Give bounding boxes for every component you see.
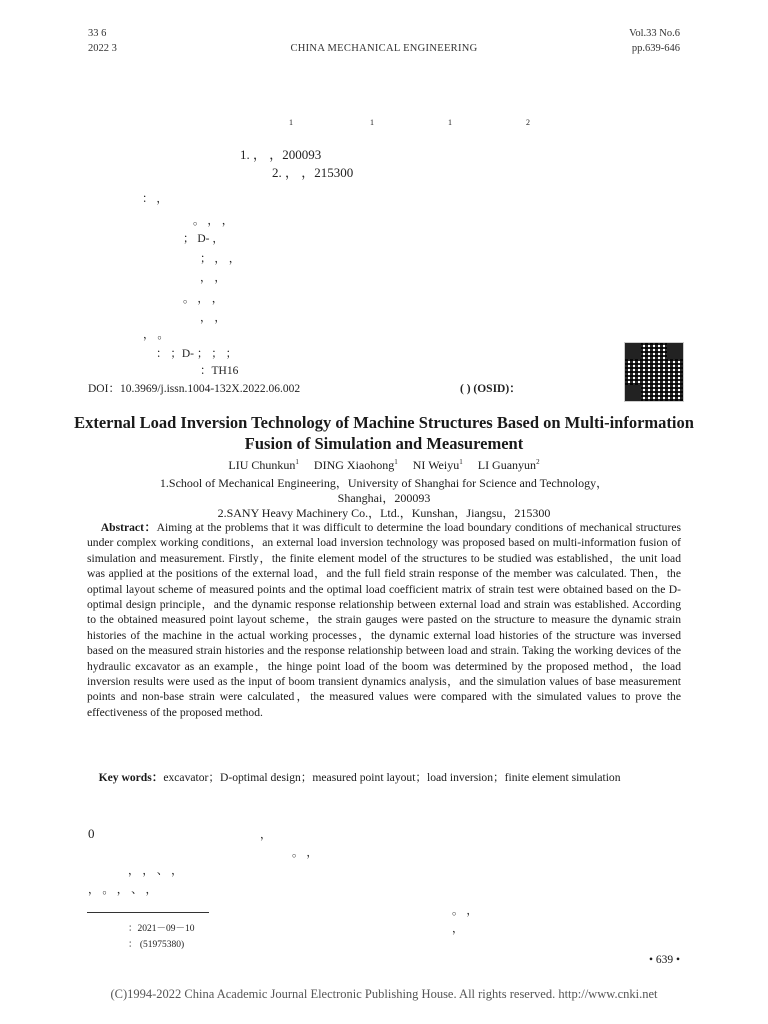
body-line: ，	[260, 829, 272, 841]
page-number: • 639 •	[648, 954, 680, 966]
keywords-label: Key words：	[98, 771, 164, 784]
cn-affiliation-1: 1. ， ，200093	[240, 147, 322, 162]
page-range: pp.639-646	[631, 43, 680, 54]
abstract-label: Abstract：	[100, 521, 157, 534]
cn-abstract-line: 。 ， ，	[183, 293, 224, 305]
author-sup: 1	[448, 118, 452, 127]
author-sup: 1	[370, 118, 374, 127]
right-column-line: 。 ，	[452, 905, 478, 917]
doi[interactable]: DOI：10.3969/j.issn.1004-132X.2022.06.002	[88, 383, 301, 395]
author-list	[60, 458, 708, 473]
author-name: LI Guanyun	[477, 458, 537, 472]
cn-abstract-line: ， ，	[200, 312, 226, 324]
author-sup: 1	[289, 118, 293, 127]
copyright-footer[interactable]: (C)1994-2022 China Academic Journal Electronic Publishing House. All rights reserved. http://www.cnki.net	[110, 987, 658, 1001]
author-name: NI Weiyu	[412, 458, 460, 472]
cn-abstract-line: ： ，	[142, 193, 168, 205]
author-name: DING Xiaohong	[313, 458, 395, 472]
cn-abstract-line: ， ，	[200, 272, 226, 284]
cn-abstract-line: ； ， ，	[200, 253, 241, 265]
author-sup: 1	[295, 458, 299, 466]
issue-line: 33 6	[88, 28, 107, 39]
journal-name: CHINA MECHANICAL ENGINEERING	[290, 43, 478, 54]
body-line: 。 ，	[292, 847, 318, 859]
cn-abstract-line: 。 ， ，	[193, 215, 234, 227]
keywords	[87, 770, 681, 785]
affiliation-1: 1.School of Mechanical Engineering，University of Shanghai for Science and Technology，	[159, 476, 609, 490]
author-sup: 1	[394, 458, 398, 466]
osid-label: ( ) (OSID)：	[460, 383, 521, 395]
author-sup: 1	[459, 458, 463, 466]
body-line: ， ， 、 ，	[128, 865, 183, 877]
year-month-line: 2022 3	[88, 43, 117, 54]
cn-abstract-line: ， 。	[143, 329, 169, 341]
fund-info: ： (51975380)	[128, 940, 185, 950]
classification-code: ：TH16	[200, 365, 239, 377]
body-line: ， 。 ， 、 ，	[88, 884, 157, 896]
affiliation-1-city: Shanghai，200093	[337, 491, 431, 505]
received-date: ：2021－09－10	[128, 924, 195, 934]
author-sup: 2	[536, 458, 540, 466]
abstract-text: Aiming at the problems that it was difficult to determine the load boundary conditions of mechanical structures under complex working conditions，an external load inversion technology was proposed based on multi-information fusion of simulation and measurement. Firstly，the finite element model of the structures to be studied was established，the unit load was applied at the positions of the external load，and the full field strain response of the member was calculated. Then，the optimal layout scheme of measured points and the optimal load coefficient matrix of strain test were obtained based on the D-optimal design principle，and the dynamic response relationship between external load and strain was established. According to the obtained measured point layout scheme，the strain gauges were pasted on the structure to measure the dynamic strain histories of the machine in the actual working processes，the dynamic external load histories of the structure was inversed based on the measured strain histories and the response relationship between load and strain. Taking the working devices of the hydraulic excavator as an example，the hinge point load of the boom was determined by the proposed method，the load inversion results were used as the input of boom transient dynamics analysis，and the simulation values of base measurement points and non-base strain were calculated，the measured values were compared with the simulated values to prove the effectiveness of the proposed method.	[87, 521, 682, 719]
affiliation-2: 2.SANY Heavy Machinery Co.，Ltd.，Kunshan，Jiangsu，215300	[217, 506, 551, 520]
qr-code-icon[interactable]	[624, 342, 684, 402]
right-column-line: ，	[452, 923, 464, 935]
cn-keywords: ： ；D- ； ； ；	[156, 348, 238, 360]
author-name: LIU Chunkun	[228, 458, 296, 472]
footnote-divider	[87, 912, 209, 913]
section-number: 0	[88, 826, 95, 841]
cn-affiliation-2: 2. ， ，215300	[272, 165, 354, 180]
author-sup: 2	[526, 118, 530, 127]
keywords-text: excavator；D-optimal design；measured point layout；load inversion；finite element simulation	[163, 771, 621, 784]
volume-number: Vol.33 No.6	[629, 28, 680, 39]
abstract	[87, 520, 681, 720]
cn-abstract-line: ； D- ，	[183, 233, 224, 245]
paper-title: External Load Inversion Technology of Machine Structures Based on Multi-information Fusion of Simulation and Measurement	[74, 413, 694, 453]
